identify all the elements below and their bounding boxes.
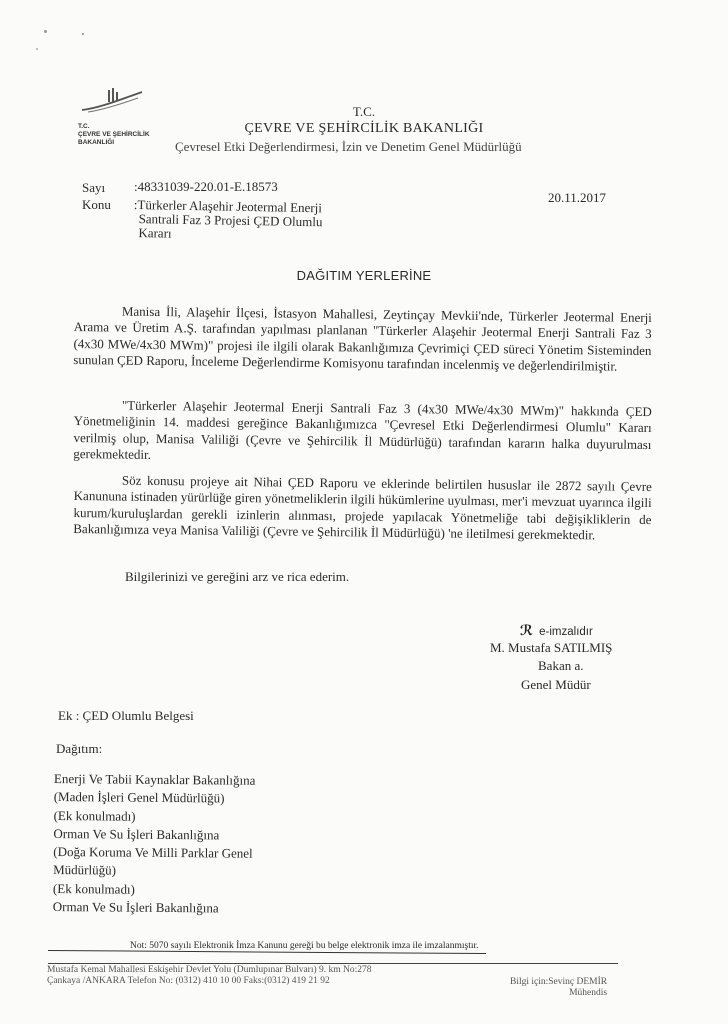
signatory-name: M. Mustafa SATILMIŞ <box>490 640 613 655</box>
signature-icon: ℛ <box>520 622 534 638</box>
document-date: 20.11.2017 <box>548 190 607 205</box>
body-paragraph-1: Manisa İli, Alaşehir İlçesi, İstasyon Mahallesi, Zeytinçay Mevkii'nde, Türkerler Jeotermal Enerji Arama ve Üretim A.Ş. tarafından yapılması planlanan "Türkerler Alaşehir Jeotermal Enerji Santrali Faz 3 (4x30 MWe/4x30 MWm)" projesi ile ilgili olarak Bakanlığımıza Çevrimiçi ÇED süreci Yönetim Sisteminden sunulan ÇED Raporu, İnceleme Değerlendirme Komisyonu tarafından incelenmiş ve değerlendirilmiştir. <box>73 303 652 374</box>
closing-sentence: Bilgilerinizi ve gereğini arz ve rica ederim. <box>125 569 350 584</box>
footer-address-line-1: Mustafa Kemal Mahallesi Eskişehir Devlet Yolu (Dumlupınar Bulvarı) 9. km No:278 <box>47 965 372 975</box>
scan-speck <box>44 30 47 33</box>
distribution-list <box>53 770 256 918</box>
e-signature-label: e-imzalıdır <box>539 626 593 638</box>
distribution-item: (Ek konulmadı) <box>53 807 136 824</box>
logo-text-ministry: ÇEVRE VE ŞEHİRCİLİK <box>78 131 150 138</box>
distribution-item: (Maden İşleri Genel Müdürlüğü) <box>53 789 225 806</box>
distribution-item: (Ek konulmadı) <box>52 880 135 897</box>
logo-text-tc: T.C. <box>78 123 90 130</box>
sayi-label: Sayı <box>82 180 106 195</box>
sayi-value: :48331039-220.01-E.18573 <box>134 179 278 194</box>
distribution-heading: DAĞITIM YERLERİNE <box>296 268 432 283</box>
header-ministry: ÇEVRE VE ŞEHİRCİLİK BAKANLIĞI <box>244 121 484 136</box>
distribution-item: Müdürlüğü) <box>53 862 117 879</box>
distribution-item: Orman Ve Su İşleri Bakanlığına <box>53 825 220 843</box>
distribution-item: Orman Ve Su İşleri Bakanlığına <box>52 899 219 916</box>
konu-line-1: :Türkerler Alaşehir Jeotermal Enerji <box>133 197 323 216</box>
attachment-line: Ek : ÇED Olumlu Belgesi <box>58 708 194 723</box>
distribution-label: Dağıtım: <box>56 741 103 756</box>
konu-label: Konu <box>82 197 111 212</box>
footer-address <box>47 965 372 986</box>
header-tc: T.C. <box>352 104 376 119</box>
konu-value <box>133 198 323 243</box>
logo-text-bakanligi: BAKANLIĞI <box>78 139 115 146</box>
distribution-item: (Doğa Koruma Ve Milli Parklar Genel <box>53 844 253 861</box>
e-signature-mark <box>520 622 593 639</box>
body-paragraph-3: Söz konusu projeye ait Nihai ÇED Raporu ve eklerinde belirtilen hususlar ile 2872 sayılı Çevre Kanununa istinaden yürürlüğe giren yönetmeliklerin ilgili hükümlerine uyulması, mer'i mevzuat uyarınca ilgili kurum/kuruluşlardan gerekli izinlerin alınması, projede yapılacak Yönetmeliğe tabi değişikliklerin de Bakanlığımıza veya Manisa Valiliği (Çevre ve Şehircilik İl Müdürlüğü) 'ne iletilmesi gerekmektedir. <box>73 472 652 543</box>
footer-info-line-2: Mühendis <box>569 987 608 998</box>
footer-contact <box>510 977 607 998</box>
konu-line-3: Kararı <box>138 225 172 241</box>
footer-info-line-1: Bilgi için:Sevinç DEMİR <box>510 977 608 987</box>
header-department: Çevresel Etki Değerlendirmesi, İzin ve Denetim Genel Müdürlüğü <box>175 139 522 154</box>
konu-line-2: Santrali Faz 3 Projesi ÇED Olumlu <box>138 211 323 230</box>
signatory-title-1: Bakan a. <box>538 658 584 673</box>
scan-speck <box>36 48 38 50</box>
divider <box>48 963 618 964</box>
scan-speck <box>82 33 84 35</box>
e-signature-note: Not: 5070 sayılı Elektronik İmza Kanunu gereği bu belge elektronik imza ile imzalanmıştır. <box>130 941 479 951</box>
footer-address-line-2: Çankaya /ANKARA Telefon No: (0312) 410 10 00 Faks:(0312) 419 21 92 <box>47 975 330 986</box>
signatory-title-2: Genel Müdür <box>521 677 591 692</box>
distribution-item: Enerji Ve Tabii Kaynaklar Bakanlığına <box>53 770 256 788</box>
body-paragraph-2: "Türkerler Alaşehir Jeotermal Enerji Santrali Faz 3 (4x30 MWe/4x30 MWm)" hakkında ÇED Yönetmeliğinin 14. maddesi gereğince Bakanlığımızca "Çevresel Etki Değerlendirmesi Olumlu" Kararı verilmiş olup, Manisa Valiliği (Çevre ve Şehircilik İl Müdürlüğü) tarafından kararın halka duyurulması gerekmektedir. <box>73 397 652 462</box>
